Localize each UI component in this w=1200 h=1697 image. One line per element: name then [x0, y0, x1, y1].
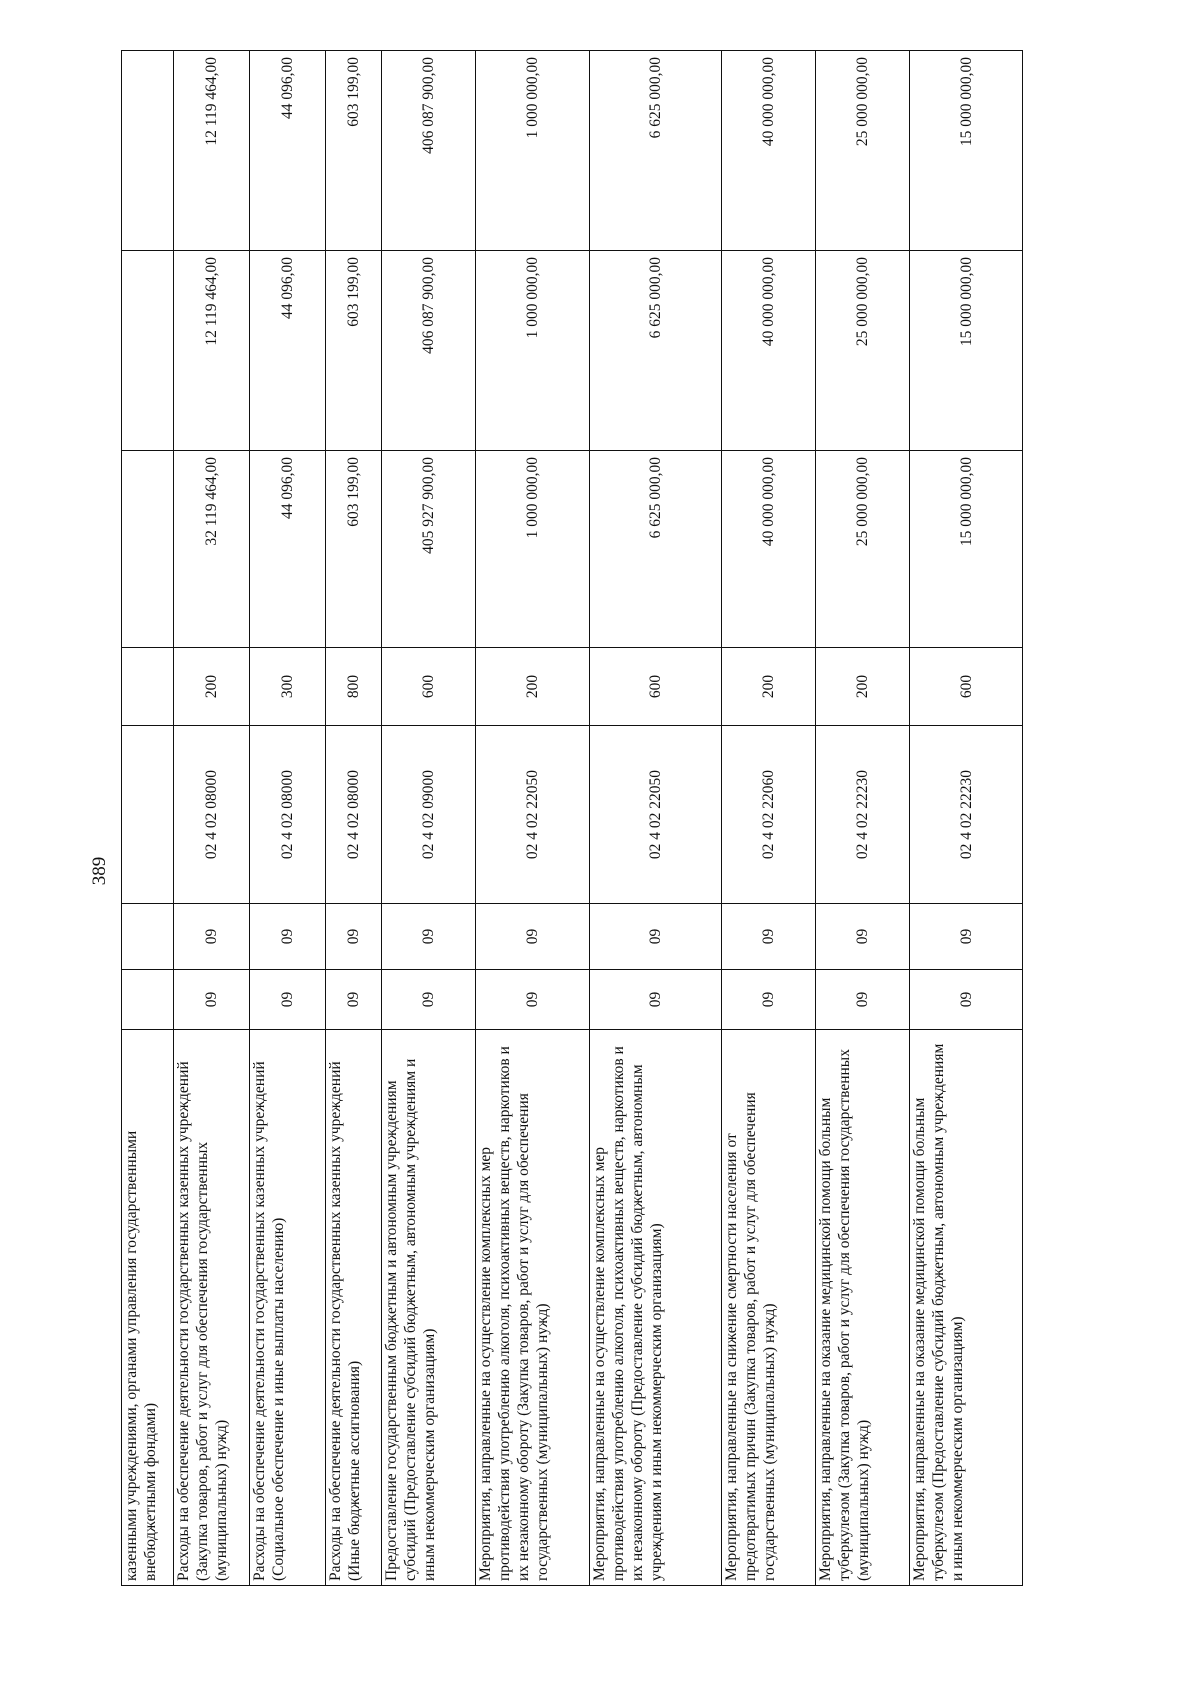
description-cell: Предоставление государственным бюджетным и автономным учреждениям субсидий (Предоставление субсидий бюджетным, автономным учреждениям и иным некоммерческим организациям) — [382, 1030, 476, 1586]
subsection-code-cell: 09 — [326, 904, 382, 970]
table-row — [476, 51, 590, 1586]
target-article-cell: 02 4 02 22230 — [816, 726, 910, 904]
subsection-code-cell: 09 — [722, 904, 816, 970]
expense-type-cell: 600 — [590, 648, 722, 726]
amount-cell-3: 15 000 000,00 — [910, 51, 1023, 251]
amount-cell-2: 1 000 000,00 — [476, 251, 590, 451]
description-cell: Мероприятия, направленные на оказание медицинской помощи больным туберкулезом (Предоставление субсидий бюджетным, автономным учреждениям и иным некоммерческим организациям) — [910, 1030, 1023, 1586]
page-number: 389 — [89, 856, 110, 886]
amount-cell-1: 40 000 000,00 — [722, 451, 816, 648]
description-cell: Мероприятия, направленные на оказание медицинской помощи больным туберкулезом (Закупка товаров, работ и услуг для обеспечения государственных (муниципальных) нужд) — [816, 1030, 910, 1586]
amount-cell-3: 12 119 464,00 — [174, 51, 250, 251]
target-article-cell — [122, 726, 174, 904]
subsection-code-cell: 09 — [590, 904, 722, 970]
target-article-cell: 02 4 02 08000 — [250, 726, 326, 904]
amount-cell-3: 25 000 000,00 — [816, 51, 910, 251]
expense-type-cell: 600 — [382, 648, 476, 726]
table-row — [816, 51, 910, 1586]
amount-cell-1: 15 000 000,00 — [910, 451, 1023, 648]
amount-cell-1: 25 000 000,00 — [816, 451, 910, 648]
expense-type-cell: 200 — [174, 648, 250, 726]
amount-cell-1: 603 199,00 — [326, 451, 382, 648]
amount-cell-3: 6 625 000,00 — [590, 51, 722, 251]
amount-cell-1: 44 096,00 — [250, 451, 326, 648]
section-code-cell: 09 — [910, 970, 1023, 1030]
amount-cell-2: 40 000 000,00 — [722, 251, 816, 451]
expense-type-cell: 300 — [250, 648, 326, 726]
subsection-code-cell: 09 — [174, 904, 250, 970]
amount-cell-1: 405 927 900,00 — [382, 451, 476, 648]
section-code-cell: 09 — [382, 970, 476, 1030]
amount-cell-3: 1 000 000,00 — [476, 51, 590, 251]
amount-cell-2 — [122, 251, 174, 451]
expense-type-cell: 200 — [476, 648, 590, 726]
table-row — [590, 51, 722, 1586]
target-article-cell: 02 4 02 08000 — [326, 726, 382, 904]
description-cell: Мероприятия, направленные на снижение смертности населения от предотвратимых причин (Закупка товаров, работ и услуг для обеспечения государственных (муниципальных) нужд) — [722, 1030, 816, 1586]
amount-cell-1: 1 000 000,00 — [476, 451, 590, 648]
amount-cell-2: 25 000 000,00 — [816, 251, 910, 451]
table-row — [250, 51, 326, 1586]
subsection-code-cell: 09 — [816, 904, 910, 970]
table-row — [382, 51, 476, 1586]
expense-type-cell: 800 — [326, 648, 382, 726]
subsection-code-cell: 09 — [476, 904, 590, 970]
subsection-code-cell — [122, 904, 174, 970]
amount-cell-2: 12 119 464,00 — [174, 251, 250, 451]
amount-cell-2: 406 087 900,00 — [382, 251, 476, 451]
section-code-cell: 09 — [816, 970, 910, 1030]
table-row — [122, 51, 174, 1586]
amount-cell-3 — [122, 51, 174, 251]
amount-cell-1 — [122, 451, 174, 648]
subsection-code-cell: 09 — [910, 904, 1023, 970]
section-code-cell — [122, 970, 174, 1030]
table-body — [122, 51, 1023, 1586]
amount-cell-3: 44 096,00 — [250, 51, 326, 251]
target-article-cell: 02 4 02 22050 — [590, 726, 722, 904]
amount-cell-2: 603 199,00 — [326, 251, 382, 451]
amount-cell-1: 32 119 464,00 — [174, 451, 250, 648]
amount-cell-3: 406 087 900,00 — [382, 51, 476, 251]
description-cell: Расходы на обеспечение деятельности государственных казенных учреждений (Иные бюджетные ассигнования) — [326, 1030, 382, 1586]
amount-cell-2: 44 096,00 — [250, 251, 326, 451]
subsection-code-cell: 09 — [250, 904, 326, 970]
expense-type-cell: 200 — [816, 648, 910, 726]
target-article-cell: 02 4 02 22230 — [910, 726, 1023, 904]
rotated-table-wrapper — [121, 51, 1080, 1586]
table-row — [174, 51, 250, 1586]
section-code-cell: 09 — [326, 970, 382, 1030]
section-code-cell: 09 — [250, 970, 326, 1030]
target-article-cell: 02 4 02 09000 — [382, 726, 476, 904]
description-cell: казенными учреждениями, органами управления государственными внебюджетными фондами) — [122, 1030, 174, 1586]
budget-table — [121, 50, 1023, 1586]
expense-type-cell — [122, 648, 174, 726]
table-row — [326, 51, 382, 1586]
section-code-cell: 09 — [590, 970, 722, 1030]
subsection-code-cell: 09 — [382, 904, 476, 970]
target-article-cell: 02 4 02 22050 — [476, 726, 590, 904]
expense-type-cell: 200 — [722, 648, 816, 726]
description-cell: Расходы на обеспечение деятельности государственных казенных учреждений (Закупка товаров, работ и услуг для обеспечения государственных (муниципальных) нужд) — [174, 1030, 250, 1586]
description-cell: Мероприятия, направленные на осуществление комплексных мер противодействия употреблению алкоголя, психоактивных веществ, наркотиков и их незаконному обороту (Предоставление субсидий бюджетным, автономным учреждениям и иным некоммерческим организациям) — [590, 1030, 722, 1586]
amount-cell-3: 603 199,00 — [326, 51, 382, 251]
amount-cell-3: 40 000 000,00 — [722, 51, 816, 251]
amount-cell-2: 15 000 000,00 — [910, 251, 1023, 451]
section-code-cell: 09 — [476, 970, 590, 1030]
target-article-cell: 02 4 02 22060 — [722, 726, 816, 904]
description-cell: Расходы на обеспечение деятельности государственных казенных учреждений (Социальное обеспечение и иные выплаты населению) — [250, 1030, 326, 1586]
expense-type-cell: 600 — [910, 648, 1023, 726]
target-article-cell: 02 4 02 08000 — [174, 726, 250, 904]
section-code-cell: 09 — [722, 970, 816, 1030]
amount-cell-1: 6 625 000,00 — [590, 451, 722, 648]
table-row — [910, 51, 1023, 1586]
section-code-cell: 09 — [174, 970, 250, 1030]
description-cell: Мероприятия, направленные на осуществление комплексных мер противодействия употреблению алкоголя, психоактивных веществ, наркотиков и их незаконному обороту (Закупка товаров, работ и услуг для обеспечения государственных (муниципальных) нужд) — [476, 1030, 590, 1586]
table-row — [722, 51, 816, 1586]
amount-cell-2: 6 625 000,00 — [590, 251, 722, 451]
